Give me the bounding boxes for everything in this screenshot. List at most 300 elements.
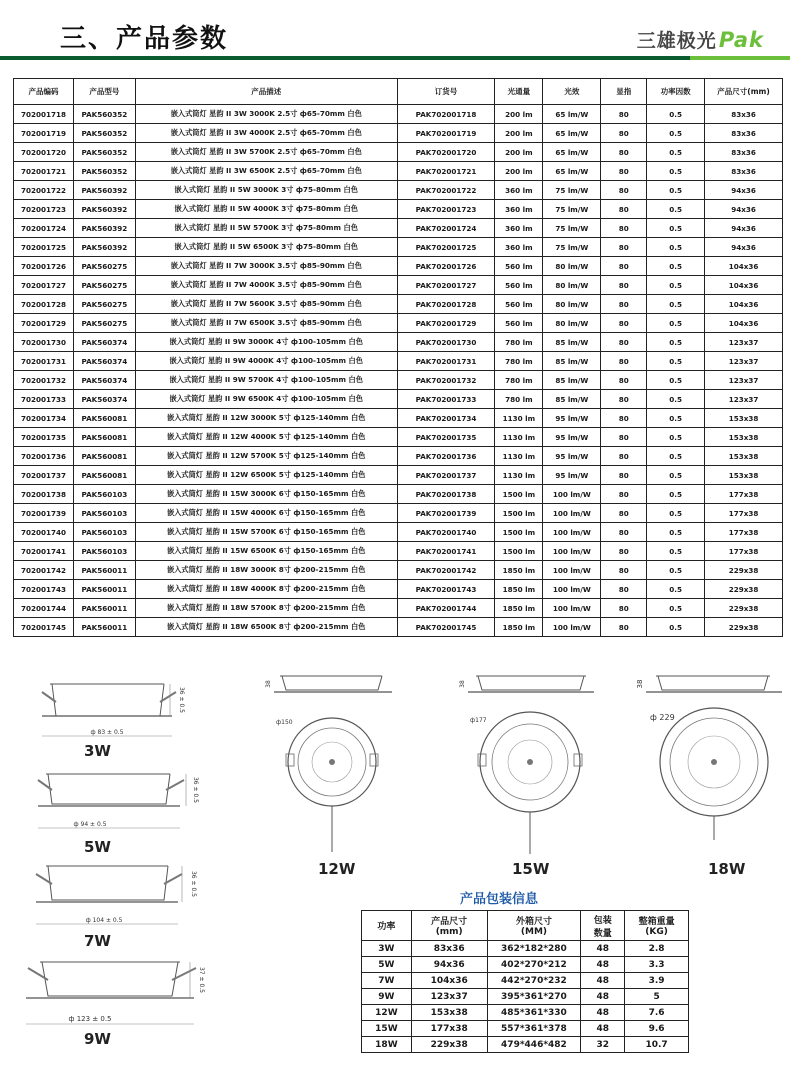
table-cell: 80 [601, 599, 647, 618]
table-cell: 80 [601, 238, 647, 257]
table-row [362, 941, 689, 957]
table-cell: 85 lm/W [543, 371, 601, 390]
side-9w-diameter-label: ф 123 ± 0.5 [68, 1015, 112, 1023]
table-row [14, 276, 783, 295]
table-cell: PAK702001736 [397, 447, 495, 466]
table-cell: 702001718 [14, 105, 74, 124]
table-cell: 1850 lm [495, 561, 543, 580]
table-cell: 360 lm [495, 219, 543, 238]
round-view-12w-drawing [262, 662, 404, 858]
table-row [14, 105, 783, 124]
table-cell: 嵌入式筒灯 星韵 II 12W 4000K 5寸 ф125-140mm 白色 [135, 428, 397, 447]
table-cell: 3.3 [625, 957, 689, 973]
params-column-header: 光通量 [495, 79, 543, 105]
table-cell: 360 lm [495, 181, 543, 200]
table-cell: 94x36 [411, 957, 487, 973]
table-row [14, 390, 783, 409]
table-cell: 177x38 [705, 542, 783, 561]
table-row [14, 504, 783, 523]
table-cell: PAK702001720 [397, 143, 495, 162]
table-cell: 95 lm/W [543, 466, 601, 485]
table-cell: 嵌入式筒灯 星韵 II 7W 4000K 3.5寸 ф85-90mm 白色 [135, 276, 397, 295]
table-cell: 100 lm/W [543, 542, 601, 561]
table-cell: 嵌入式筒灯 星韵 II 9W 4000K 4寸 ф100-105mm 白色 [135, 352, 397, 371]
table-cell: PAK702001745 [397, 618, 495, 637]
table-cell: 702001739 [14, 504, 74, 523]
table-cell: 80 [601, 333, 647, 352]
table-cell: 560 lm [495, 257, 543, 276]
table-cell: 0.5 [647, 257, 705, 276]
table-cell: 0.5 [647, 599, 705, 618]
table-cell: PAK560275 [73, 257, 135, 276]
page-title: 三、产品参数 [60, 24, 229, 54]
table-cell: PAK702001718 [397, 105, 495, 124]
side-3w-height-label: 36 ± 0.5 [178, 686, 185, 714]
table-cell: 702001734 [14, 409, 74, 428]
table-cell: PAK702001732 [397, 371, 495, 390]
table-cell: PAK702001734 [397, 409, 495, 428]
table-cell: 0.5 [647, 466, 705, 485]
table-cell: 80 [601, 580, 647, 599]
table-cell: PAK560392 [73, 219, 135, 238]
table-cell: 123x37 [705, 371, 783, 390]
table-cell: 100 lm/W [543, 504, 601, 523]
table-cell: 1500 lm [495, 542, 543, 561]
table-cell: PAK560392 [73, 200, 135, 219]
table-cell: 100 lm/W [543, 599, 601, 618]
table-cell: 0.5 [647, 219, 705, 238]
table-cell: 0.5 [647, 314, 705, 333]
table-cell: PAK560392 [73, 181, 135, 200]
table-cell: 780 lm [495, 333, 543, 352]
table-cell: PAK702001728 [397, 295, 495, 314]
table-cell: 75 lm/W [543, 238, 601, 257]
caption-5w: 5W [84, 838, 111, 856]
table-row [14, 428, 783, 447]
table-cell: 1130 lm [495, 409, 543, 428]
table-cell: PAK702001742 [397, 561, 495, 580]
table-cell: 200 lm [495, 143, 543, 162]
table-cell: 80 [601, 352, 647, 371]
table-cell: 0.5 [647, 485, 705, 504]
table-cell: 702001721 [14, 162, 74, 181]
package-column-header [487, 911, 581, 941]
table-cell: 嵌入式筒灯 星韵 II 12W 3000K 5寸 ф125-140mm 白色 [135, 409, 397, 428]
table-cell: 0.5 [647, 371, 705, 390]
table-row [14, 447, 783, 466]
package-column-label: 外箱尺寸 [515, 917, 552, 927]
table-cell: 0.5 [647, 523, 705, 542]
table-cell: PAK702001724 [397, 219, 495, 238]
table-cell: 48 [581, 957, 625, 973]
table-cell: 104x36 [411, 973, 487, 989]
table-cell: 1500 lm [495, 504, 543, 523]
table-cell: PAK702001725 [397, 238, 495, 257]
table-cell: 702001736 [14, 447, 74, 466]
table-row [14, 542, 783, 561]
table-cell: PAK702001719 [397, 124, 495, 143]
table-cell: 嵌入式筒灯 星韵 II 9W 3000K 4寸 ф100-105mm 白色 [135, 333, 397, 352]
table-cell: 65 lm/W [543, 124, 601, 143]
table-cell: 80 [601, 504, 647, 523]
table-cell: 嵌入式筒灯 星韵 II 18W 6500K 8寸 ф200-215mm 白色 [135, 618, 397, 637]
table-cell: PAK560374 [73, 352, 135, 371]
table-cell: 177x38 [705, 485, 783, 504]
table-cell: PAK702001738 [397, 485, 495, 504]
table-cell: 177x38 [411, 1021, 487, 1037]
table-cell: 229x38 [411, 1037, 487, 1053]
params-column-header: 产品尺寸(mm) [705, 79, 783, 105]
table-cell: 702001745 [14, 618, 74, 637]
params-column-header: 显指 [601, 79, 647, 105]
table-cell: 80 [601, 447, 647, 466]
table-cell: 嵌入式筒灯 星韵 II 18W 5700K 8寸 ф200-215mm 白色 [135, 599, 397, 618]
table-cell: 153x38 [705, 428, 783, 447]
table-cell: 80 lm/W [543, 276, 601, 295]
table-cell: 123x37 [411, 989, 487, 1005]
table-cell: PAK560103 [73, 523, 135, 542]
table-cell: 177x38 [705, 523, 783, 542]
table-cell: 442*270*232 [487, 973, 581, 989]
table-cell: PAK702001740 [397, 523, 495, 542]
table-cell: 94x36 [705, 181, 783, 200]
table-cell: 嵌入式筒灯 星韵 II 7W 5600K 3.5寸 ф85-90mm 白色 [135, 295, 397, 314]
table-cell: 9W [362, 989, 412, 1005]
params-column-header: 产品编码 [14, 79, 74, 105]
side-view-5w-drawing [20, 764, 210, 836]
table-row [14, 219, 783, 238]
table-row [14, 580, 783, 599]
table-row [14, 333, 783, 352]
package-info-table [361, 910, 689, 1053]
table-cell: 104x36 [705, 276, 783, 295]
table-cell: 702001732 [14, 371, 74, 390]
table-cell: 75 lm/W [543, 200, 601, 219]
table-cell: 100 lm/W [543, 523, 601, 542]
table-cell: 1130 lm [495, 428, 543, 447]
table-cell: 95 lm/W [543, 447, 601, 466]
table-cell: 嵌入式筒灯 星韵 II 3W 4000K 2.5寸 ф65-70mm 白色 [135, 124, 397, 143]
table-cell: 360 lm [495, 200, 543, 219]
table-cell: 3W [362, 941, 412, 957]
table-cell: 65 lm/W [543, 105, 601, 124]
side-7w-diameter-label: ф 104 ± 0.5 [85, 917, 123, 924]
table-cell: 80 lm/W [543, 295, 601, 314]
table-cell: 94x36 [705, 219, 783, 238]
table-cell: PAK560011 [73, 561, 135, 580]
table-cell: 200 lm [495, 124, 543, 143]
table-row [362, 1005, 689, 1021]
table-cell: 嵌入式筒灯 星韵 II 18W 3000K 8寸 ф200-215mm 白色 [135, 561, 397, 580]
table-cell: 嵌入式筒灯 星韵 II 12W 6500K 5寸 ф125-140mm 白色 [135, 466, 397, 485]
table-cell: 1850 lm [495, 599, 543, 618]
table-cell: 479*446*482 [487, 1037, 581, 1053]
package-column-label: 功率 [377, 922, 396, 932]
params-header-row [14, 79, 783, 105]
table-cell: 123x37 [705, 352, 783, 371]
table-cell: 嵌入式筒灯 星韵 II 12W 5700K 5寸 ф125-140mm 白色 [135, 447, 397, 466]
table-cell: PAK702001741 [397, 542, 495, 561]
table-cell: 702001719 [14, 124, 74, 143]
side-5w-height-label: 36 ± 0.5 [192, 776, 199, 804]
table-cell: 嵌入式筒灯 星韵 II 5W 3000K 3寸 ф75-80mm 白色 [135, 181, 397, 200]
table-cell: 123x37 [705, 390, 783, 409]
table-cell: 嵌入式筒灯 星韵 II 3W 5700K 2.5寸 ф65-70mm 白色 [135, 143, 397, 162]
round-15w-height-label: 38 [459, 680, 466, 688]
table-cell: PAK560081 [73, 428, 135, 447]
round-15w-diameter-label: ф177 [470, 717, 487, 724]
table-cell: 0.5 [647, 542, 705, 561]
table-cell: 1500 lm [495, 485, 543, 504]
table-cell: 0.5 [647, 181, 705, 200]
table-cell: 18W [362, 1037, 412, 1053]
table-cell: 702001726 [14, 257, 74, 276]
table-cell: 10.7 [625, 1037, 689, 1053]
package-column-unit: (KG) [645, 927, 668, 937]
table-row [14, 181, 783, 200]
table-cell: PAK560103 [73, 542, 135, 561]
table-cell: 0.5 [647, 352, 705, 371]
table-cell: 177x38 [705, 504, 783, 523]
table-cell: 5W [362, 957, 412, 973]
package-column-header [581, 911, 625, 941]
table-cell: 1130 lm [495, 447, 543, 466]
table-cell: 80 [601, 409, 647, 428]
table-cell: 100 lm/W [543, 561, 601, 580]
table-cell: 557*361*378 [487, 1021, 581, 1037]
table-cell: PAK560392 [73, 238, 135, 257]
table-cell: 153x38 [705, 447, 783, 466]
table-cell: 95 lm/W [543, 409, 601, 428]
round-12w-height-label: 38 [265, 680, 272, 688]
package-column-unit: (MM) [520, 927, 548, 937]
table-cell: 702001723 [14, 200, 74, 219]
table-cell: 702001724 [14, 219, 74, 238]
table-cell: 0.5 [647, 618, 705, 637]
table-cell: 200 lm [495, 162, 543, 181]
table-cell: 85 lm/W [543, 390, 601, 409]
table-cell: PAK702001729 [397, 314, 495, 333]
table-cell: 0.5 [647, 390, 705, 409]
table-cell: 100 lm/W [543, 580, 601, 599]
table-cell: 702001729 [14, 314, 74, 333]
table-cell: 83x36 [411, 941, 487, 957]
table-cell: 100 lm/W [543, 618, 601, 637]
table-cell: 80 [601, 162, 647, 181]
table-cell: 80 [601, 314, 647, 333]
table-cell: PAK560352 [73, 143, 135, 162]
package-column-header [362, 911, 412, 941]
table-cell: PAK702001735 [397, 428, 495, 447]
table-cell: 560 lm [495, 314, 543, 333]
table-cell: 702001741 [14, 542, 74, 561]
table-row [14, 371, 783, 390]
table-cell: 嵌入式筒灯 星韵 II 15W 3000K 6寸 ф150-165mm 白色 [135, 485, 397, 504]
round-view-18w-drawing [636, 662, 790, 858]
table-cell: 80 [601, 124, 647, 143]
table-row [14, 200, 783, 219]
table-cell: 485*361*330 [487, 1005, 581, 1021]
table-cell: 85 lm/W [543, 333, 601, 352]
table-row [14, 409, 783, 428]
table-cell: 0.5 [647, 200, 705, 219]
table-row [14, 295, 783, 314]
table-cell: 80 [601, 390, 647, 409]
table-cell: 1850 lm [495, 618, 543, 637]
table-cell: 83x36 [705, 124, 783, 143]
table-cell: 702001742 [14, 561, 74, 580]
table-cell: PAK560011 [73, 599, 135, 618]
table-cell: 嵌入式筒灯 星韵 II 7W 3000K 3.5寸 ф85-90mm 白色 [135, 257, 397, 276]
table-cell: 嵌入式筒灯 星韵 II 7W 6500K 3.5寸 ф85-90mm 白色 [135, 314, 397, 333]
table-row [362, 957, 689, 973]
table-cell: PAK560352 [73, 105, 135, 124]
table-cell: PAK560081 [73, 447, 135, 466]
table-cell: PAK560103 [73, 485, 135, 504]
table-cell: 80 [601, 561, 647, 580]
table-row [362, 1021, 689, 1037]
package-column-unit: (mm) [435, 927, 463, 937]
table-cell: 65 lm/W [543, 162, 601, 181]
table-cell: 80 [601, 618, 647, 637]
table-cell: 80 [601, 542, 647, 561]
table-cell: 嵌入式筒灯 星韵 II 15W 6500K 6寸 ф150-165mm 白色 [135, 542, 397, 561]
table-row [362, 1037, 689, 1053]
table-cell: 嵌入式筒灯 星韵 II 5W 5700K 3寸 ф75-80mm 白色 [135, 219, 397, 238]
table-cell: 83x36 [705, 162, 783, 181]
table-cell: PAK560081 [73, 466, 135, 485]
table-cell: 0.5 [647, 333, 705, 352]
table-cell: 0.5 [647, 409, 705, 428]
table-cell: PAK702001744 [397, 599, 495, 618]
table-cell: 702001722 [14, 181, 74, 200]
table-cell: 0.5 [647, 428, 705, 447]
table-cell: 153x38 [705, 466, 783, 485]
brand-name-en: Pak [718, 28, 764, 52]
table-cell: 702001737 [14, 466, 74, 485]
brand-name-cn: 三雄极光 [636, 30, 717, 52]
side-5w-diameter-label: ф 94 ± 0.5 [73, 821, 107, 828]
table-cell: PAK702001733 [397, 390, 495, 409]
params-column-header: 光效 [543, 79, 601, 105]
package-header-row [362, 911, 689, 941]
table-cell: PAK560275 [73, 295, 135, 314]
table-cell: 104x36 [705, 314, 783, 333]
table-cell: 80 lm/W [543, 257, 601, 276]
package-column-label: 整箱重量 [638, 917, 675, 927]
table-cell: 80 [601, 371, 647, 390]
table-cell: 395*361*270 [487, 989, 581, 1005]
table-row [14, 162, 783, 181]
table-cell: 嵌入式筒灯 星韵 II 15W 4000K 6寸 ф150-165mm 白色 [135, 504, 397, 523]
table-cell: 0.5 [647, 295, 705, 314]
table-cell: 嵌入式筒灯 星韵 II 9W 5700K 4寸 ф100-105mm 白色 [135, 371, 397, 390]
table-cell: 702001740 [14, 523, 74, 542]
table-cell: 80 [601, 181, 647, 200]
side-view-7w-drawing [16, 858, 206, 932]
table-cell: 200 lm [495, 105, 543, 124]
table-cell: PAK560011 [73, 618, 135, 637]
table-cell: 32 [581, 1037, 625, 1053]
table-cell: 0.5 [647, 447, 705, 466]
table-cell: 702001725 [14, 238, 74, 257]
params-column-header: 功率因数 [647, 79, 705, 105]
table-cell: 1500 lm [495, 523, 543, 542]
table-cell: 0.5 [647, 124, 705, 143]
table-cell: 嵌入式筒灯 星韵 II 15W 5700K 6寸 ф150-165mm 白色 [135, 523, 397, 542]
table-row [362, 973, 689, 989]
table-cell: PAK560374 [73, 333, 135, 352]
table-cell: 0.5 [647, 276, 705, 295]
params-body [14, 105, 783, 637]
table-cell: 402*270*212 [487, 957, 581, 973]
table-cell: 75 lm/W [543, 181, 601, 200]
table-cell: 100 lm/W [543, 485, 601, 504]
table-cell: 48 [581, 1021, 625, 1037]
table-row [14, 599, 783, 618]
table-cell: 85 lm/W [543, 352, 601, 371]
table-cell: 80 [601, 143, 647, 162]
caption-7w: 7W [84, 932, 111, 950]
table-cell: 1850 lm [495, 580, 543, 599]
table-row [14, 618, 783, 637]
product-params-table [13, 78, 783, 637]
table-cell: 780 lm [495, 352, 543, 371]
table-cell: PAK560352 [73, 124, 135, 143]
table-cell: 75 lm/W [543, 219, 601, 238]
table-cell: 702001733 [14, 390, 74, 409]
table-cell: 嵌入式筒灯 星韵 II 3W 6500K 2.5寸 ф65-70mm 白色 [135, 162, 397, 181]
table-cell: 80 [601, 295, 647, 314]
table-cell: 80 lm/W [543, 314, 601, 333]
params-column-header: 订货号 [397, 79, 495, 105]
title-divider [0, 56, 790, 60]
table-cell: PAK702001726 [397, 257, 495, 276]
table-cell: 48 [581, 1005, 625, 1021]
table-cell: 780 lm [495, 390, 543, 409]
table-cell: 229x38 [705, 618, 783, 637]
table-cell: 702001728 [14, 295, 74, 314]
table-cell: 80 [601, 200, 647, 219]
table-row [362, 989, 689, 1005]
table-cell: PAK702001743 [397, 580, 495, 599]
side-view-9w-drawing [10, 952, 210, 1032]
table-cell: PAK560374 [73, 371, 135, 390]
table-cell: 5 [625, 989, 689, 1005]
params-column-header: 产品型号 [73, 79, 135, 105]
table-cell: 80 [601, 276, 647, 295]
table-cell: 83x36 [705, 105, 783, 124]
table-cell: 702001738 [14, 485, 74, 504]
brand-logo [637, 26, 764, 53]
table-cell: 94x36 [705, 238, 783, 257]
table-cell: 104x36 [705, 295, 783, 314]
table-row [14, 143, 783, 162]
table-cell: 95 lm/W [543, 428, 601, 447]
caption-9w: 9W [84, 1030, 111, 1048]
table-cell: 702001744 [14, 599, 74, 618]
table-cell: 0.5 [647, 580, 705, 599]
table-cell: 48 [581, 941, 625, 957]
table-cell: 0.5 [647, 561, 705, 580]
table-cell: 65 lm/W [543, 143, 601, 162]
table-cell: PAK560103 [73, 504, 135, 523]
table-cell: 702001731 [14, 352, 74, 371]
caption-18w: 18W [708, 860, 746, 878]
table-cell: 80 [601, 466, 647, 485]
package-column-label: 包装 [593, 915, 612, 926]
table-cell: 780 lm [495, 371, 543, 390]
